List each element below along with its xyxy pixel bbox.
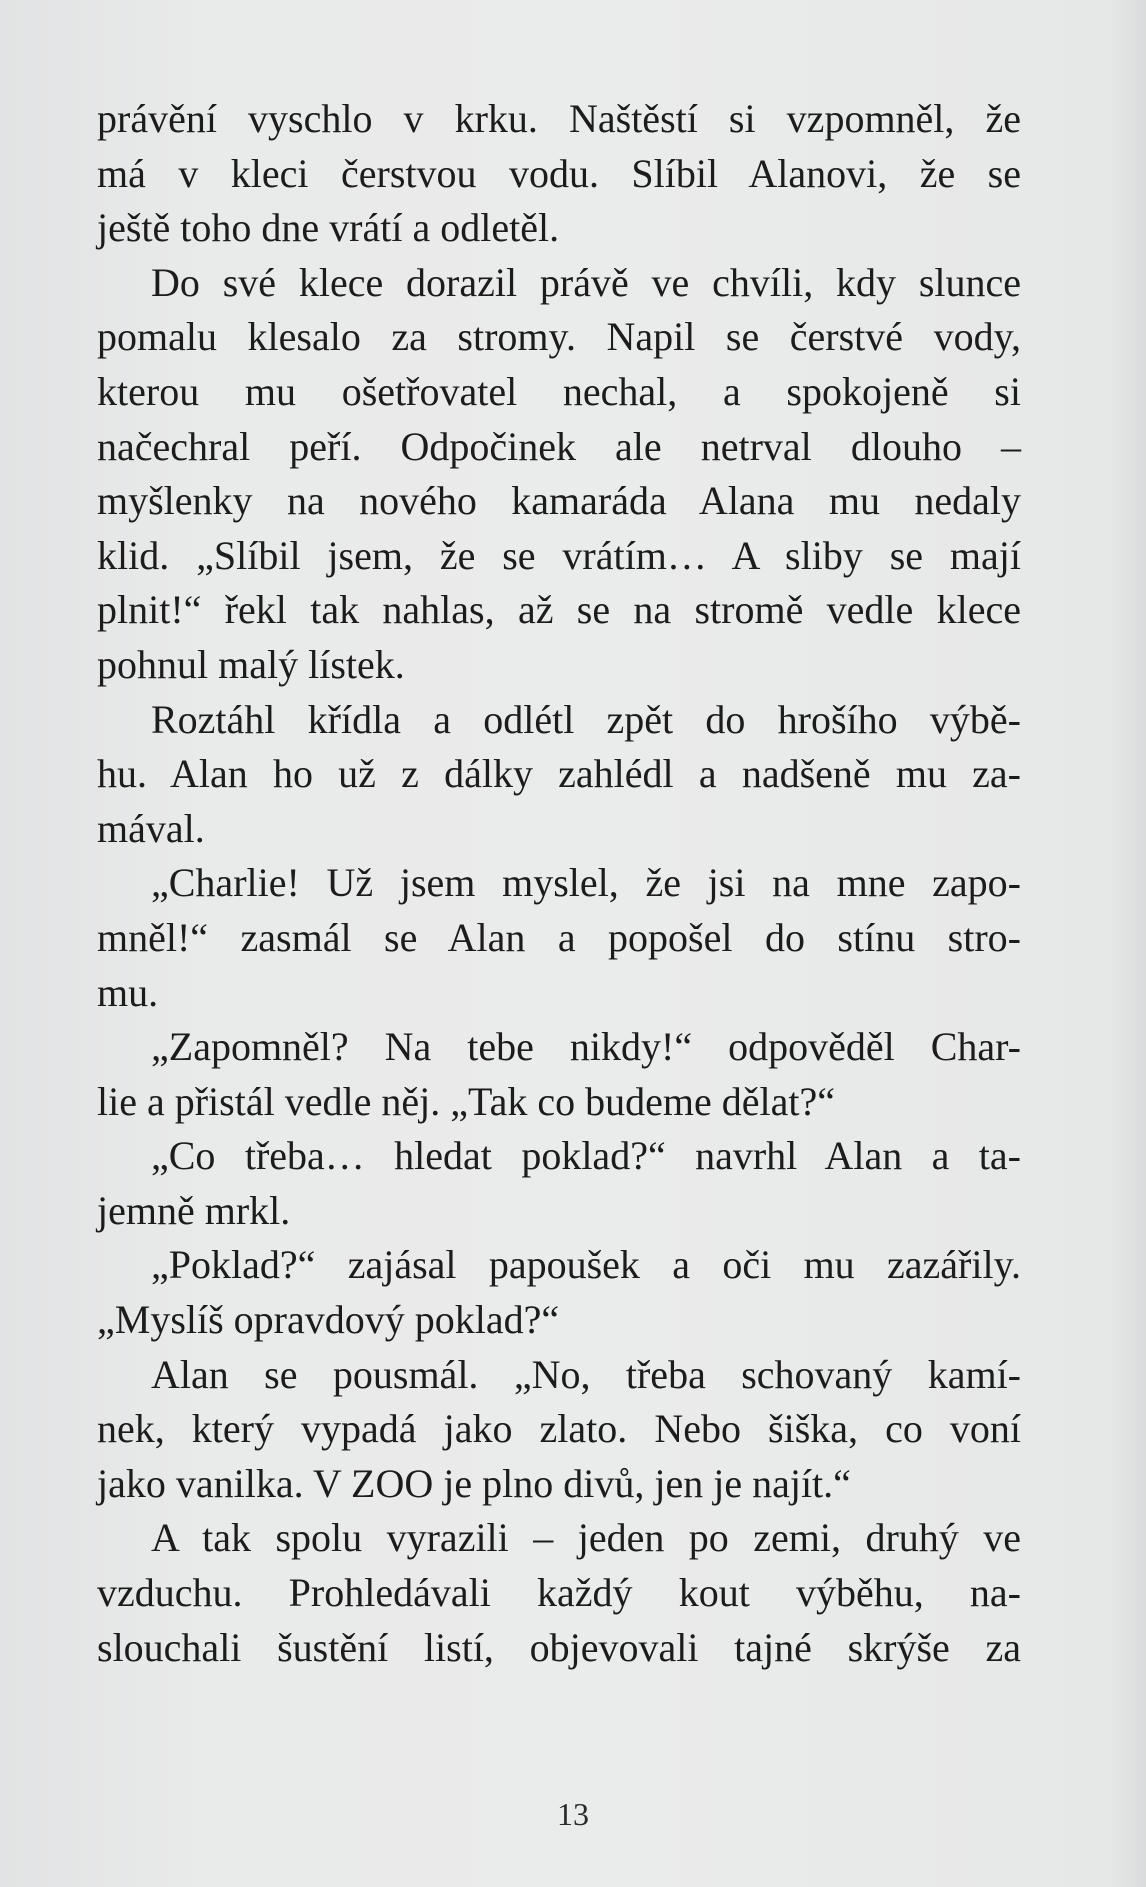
text-line: právění vyschlo v krku. Naštěstí si vzpomněl, že	[97, 96, 1021, 141]
text-line: „Poklad?“ zajásal papoušek a oči mu zazářily.	[151, 1242, 1021, 1288]
text-line: „Co třeba… hledat poklad?“ navrhl Alan a ta-	[151, 1133, 1021, 1179]
text-line: jako vanilka. V ZOO je plno divů, jen je najít.“	[97, 1460, 851, 1506]
text-line: „Charlie! Už jsem myslel, že jsi na mne zapo-	[151, 860, 1021, 906]
text-line: mněl!“ zasmál se Alan a popošel do stínu stro-	[97, 914, 1021, 960]
text-line: „Myslíš opravdový poklad?“	[97, 1297, 560, 1343]
text-line: ještě toho dne vrátí a odletěl.	[97, 205, 560, 251]
text-line: slouchali šustění listí, objevovali tajné skrýše za	[97, 1624, 1021, 1670]
text-line: plnit!“ řekl tak nahlas, až se na stromě vedle klece	[97, 587, 1021, 633]
text-line: myšlenky na nového kamaráda Alana mu nedaly	[97, 478, 1021, 524]
text-line: pomalu klesalo za stromy. Napil se čerstvé vody,	[97, 314, 1021, 360]
text-line: mával.	[97, 805, 205, 851]
text-line: jemně mrkl.	[97, 1187, 291, 1233]
text-line: nek, který vypadá jako zlato. Nebo šiška, co voní	[97, 1406, 1021, 1452]
text-line: A tak spolu vyrazili – jeden po zemi, druhý ve	[151, 1515, 1021, 1561]
text-line: Alan se pousmál. „No, třeba schovaný kamí-	[151, 1351, 1021, 1397]
text-line: kterou mu ošetřovatel nechal, a spokojeně si	[97, 368, 1021, 414]
text-line: „Zapomněl? Na tebe nikdy!“ odpověděl Char-	[151, 1024, 1021, 1070]
text-line: Roztáhl křídla a odlétl zpět do hrošího výbě-	[151, 696, 1021, 742]
text-line: hu. Alan ho už z dálky zahlédl a nadšeně mu za-	[97, 751, 1021, 797]
text-line: načechral peří. Odpočinek ale netrval dlouho –	[97, 423, 1021, 469]
page-number: 13	[557, 1796, 589, 1832]
text-line: lie a přistál vedle něj. „Tak co budeme dělat?“	[97, 1078, 835, 1124]
body-text	[97, 92, 1021, 1675]
text-line: pohnul malý lístek.	[97, 641, 405, 687]
text-line: má v kleci čerstvou vodu. Slíbil Alanovi, že se	[97, 150, 1021, 196]
text-line: klid. „Slíbil jsem, že se vrátím… A sliby se mají	[97, 532, 1021, 578]
text-line: mu.	[97, 969, 159, 1015]
text-line: Do své klece dorazil právě ve chvíli, kdy slunce	[151, 259, 1021, 305]
text-line: vzduchu. Prohledávali každý kout výběhu, na-	[97, 1570, 1021, 1616]
